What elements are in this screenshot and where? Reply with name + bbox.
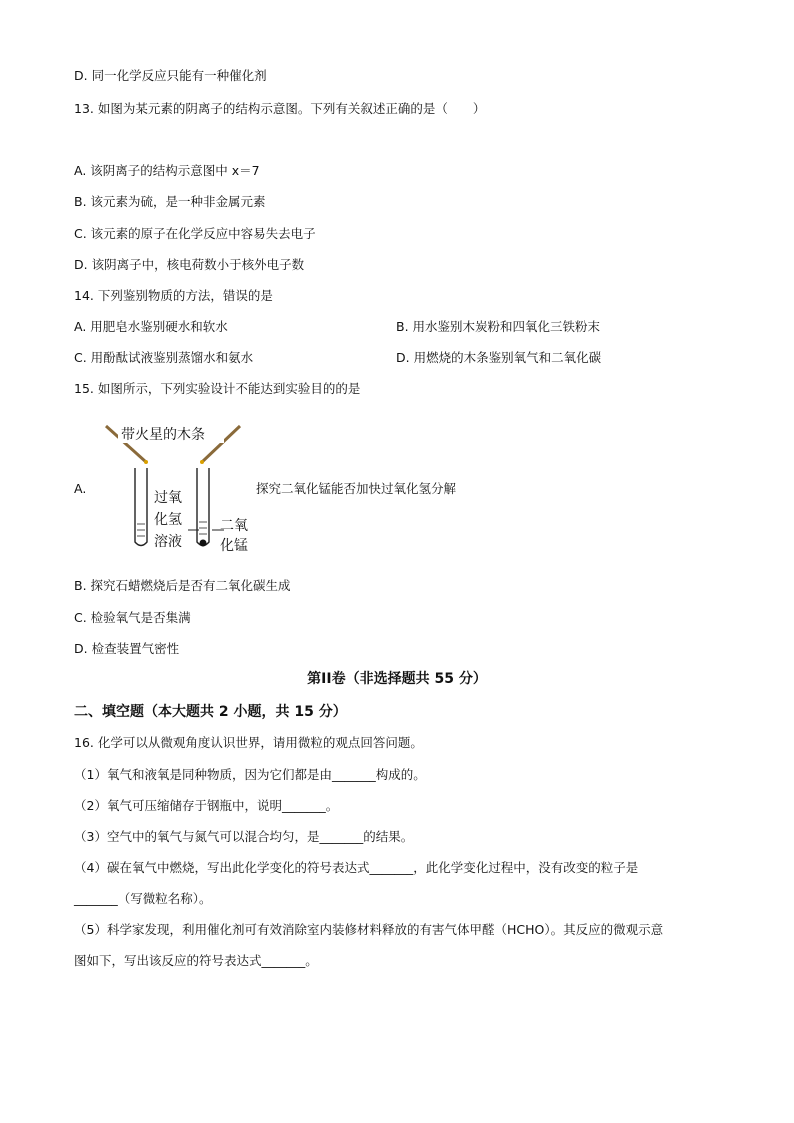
left-test-tube [135,468,147,546]
q16-part-1: （1）氧气和液氧是同种物质，因为它们都是由_______构成的。 [74,767,426,782]
q15-option-a-letter: A. [74,481,87,496]
tube-label-line-2: 化氢 [154,512,182,528]
q12-option-d: D. 同一化学反应只能有一种催化剂 [74,68,267,83]
q13-option-b: B. 该元素为硫，是一种非金属元素 [74,194,266,209]
splint-label: 带火星的木条 [121,427,205,443]
q16-part-2: （2）氧气可压缩储存于钢瓶中，说明_______。 [74,798,339,813]
q14-option-c: C. 用酚酞试液鉴别蒸馏水和氨水 [74,350,254,365]
q14-option-a: A. 用肥皂水鉴别硬水和软水 [74,319,228,334]
q16-stem: 16. 化学可以从微观角度认识世界，请用微粒的观点回答问题。 [74,735,423,750]
q14-option-b: B. 用水鉴别木炭粉和四氧化三铁粉末 [396,319,601,334]
q14-option-d: D. 用燃烧的木条鉴别氧气和二氧化碳 [396,350,602,365]
left-ember-icon [144,460,148,464]
q15-option-c: C. 检验氧气是否集满 [74,610,191,625]
catalyst-label-line-2: 化锰 [220,538,248,554]
tube-label-line-3: 溶液 [154,534,182,550]
q15-option-a-text: 探究二氧化锰能否加快过氧化氢分解 [256,481,457,496]
splint-experiment-diagram [104,420,264,560]
q14-stem: 14. 下列鉴别物质的方法，错误的是 [74,288,273,303]
right-ember-icon [200,460,204,464]
q15-option-b: B. 探究石蜡燃烧后是否有二氧化碳生成 [74,578,291,593]
q13-option-c: C. 该元素的原子在化学反应中容易失去电子 [74,226,316,241]
q16-part-5-continued: 图如下，写出该反应的符号表达式_______。 [74,953,318,968]
q15-option-d: D. 检查装置气密性 [74,641,180,656]
tube-label-line-1: 过氧 [154,490,182,506]
q13-stem: 13. 如图为某元素的阴离子的结构示意图。下列有关叙述正确的是（ ） [74,101,486,116]
part-title: 第II卷（非选择题共 55 分） [307,671,487,687]
q16-part-5: （5）科学家发现，利用催化剂可有效消除室内装修材料释放的有害气体甲醛（HCHO）。其反应的微观示意 [74,922,664,937]
manganese-dioxide-icon [200,540,207,547]
catalyst-label-line-1: 二氧 [220,518,248,534]
section-heading: 二、填空题（本大题共 2 小题，共 15 分） [74,704,347,720]
q13-option-d: D. 该阴离子中，核电荷数小于核外电子数 [74,257,305,272]
q16-part-3: （3）空气中的氧气与氮气可以混合均匀，是_______的结果。 [74,829,414,844]
q13-option-a: A. 该阴离子的结构示意图中 x＝7 [74,163,260,178]
q16-part-4: （4）碳在氧气中燃烧，写出此化学变化的符号表达式_______，此化学变化过程中，没有改变的粒子是 [74,860,639,875]
q16-part-4-continued: _______（写微粒名称）。 [74,891,212,906]
q15-stem: 15. 如图所示，下列实验设计不能达到实验目的的是 [74,381,361,396]
